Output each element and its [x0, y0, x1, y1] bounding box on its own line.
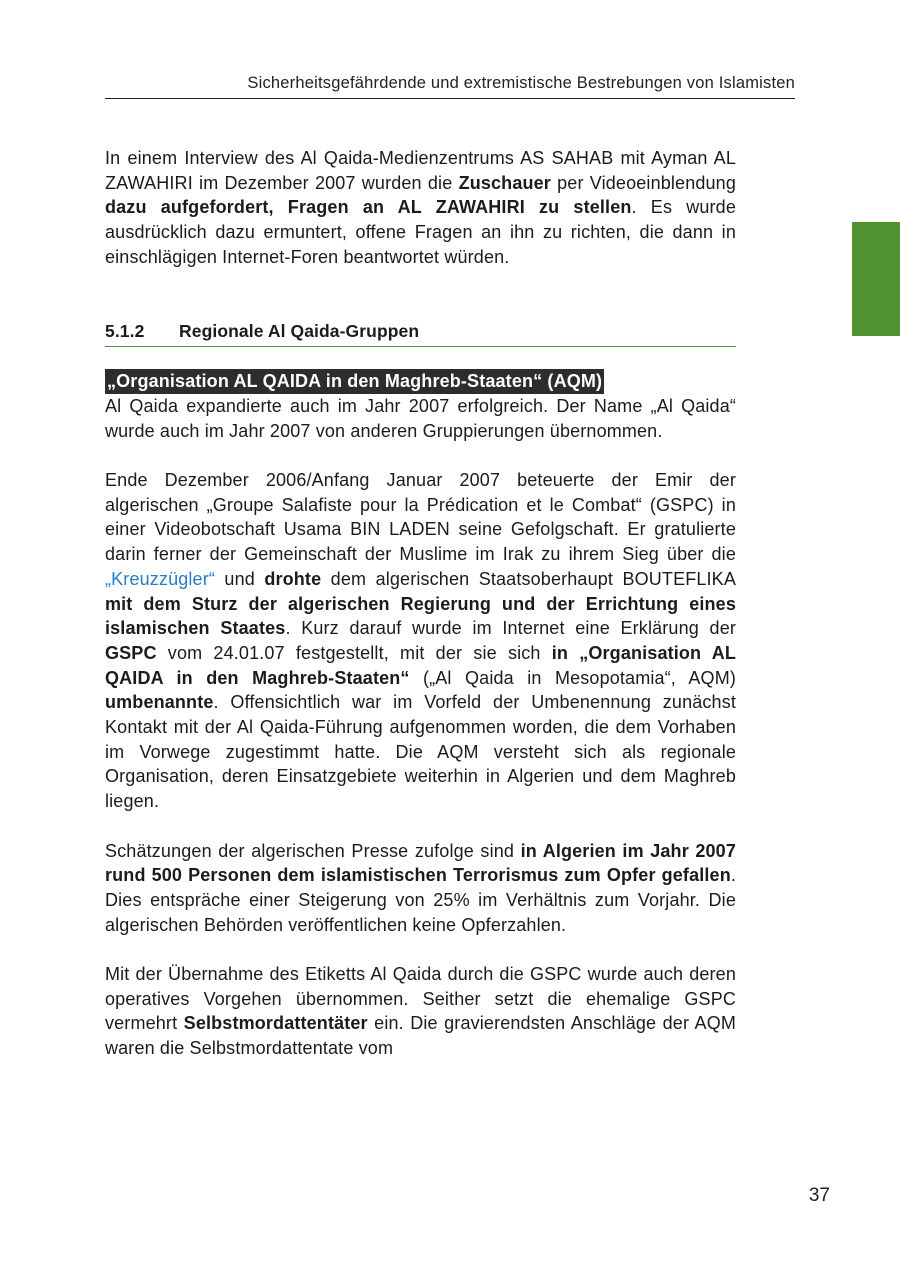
paragraph-suicide-attacks	[105, 962, 736, 1061]
section-title: Regionale Al Qaida-Gruppen	[179, 320, 420, 341]
bold-run: GSPC	[105, 642, 157, 663]
bold-run: in Algerien im Jahr 2007 rund 500 Personen dem islamistischen Terrorismus zum Opfer gefallen	[105, 840, 736, 886]
subheading-aqm: „Organisation AL QAIDA in den Maghreb-Staaten“ (AQM)	[105, 369, 604, 394]
bold-run: mit dem Sturz der algerischen Regierung und der Errichtung eines islamischen Staates	[105, 593, 736, 639]
bold-run: umbenannte	[105, 692, 214, 713]
text-run: („Al Qaida in Mesopotamia“, AQM)	[409, 667, 736, 688]
text-run: . Offensichtlich war im Vorfeld der Umbenennung zunächst Kontakt mit der Al Qaida-Führung aufgenommen worden, die dem Vorhaben im Vorwege zugestimmt hatte. Die AQM versteht sich als regionale Organisation, deren Einsatzgebiete weiterhin in Algerien und dem Maghreb liegen.	[105, 692, 736, 812]
page-body	[105, 146, 736, 1061]
paragraph-victims	[105, 839, 736, 938]
paragraph-expansion: Al Qaida expandierte auch im Jahr 2007 erfolgreich. Der Name „Al Qaida“ wurde auch im Jahr 2007 von anderen Gruppierungen übernommen.	[105, 395, 736, 441]
header-rule	[105, 98, 795, 99]
section-heading	[105, 319, 736, 348]
section-number: 5.1.2	[105, 320, 145, 341]
text-run: Mit der Übernahme des Etiketts Al Qaida durch die GSPC wurde auch deren operatives Vorgehen übernommen. Seither setzt die ehemalige GSPC vermehrt	[105, 964, 736, 1034]
text-run: dem algerischen Staatsoberhaupt BOUTEFLIKA	[321, 568, 736, 589]
paragraph-gspc	[105, 468, 736, 814]
kreuzzuegler-link[interactable]: „Kreuzzügler“	[105, 568, 215, 589]
text-run: ein. Die gravierendsten Anschläge der AQM waren die Selbstmordattentate vom	[105, 1013, 736, 1059]
text-run: . Dies entspräche einer Steigerung von 25% im Verhältnis zum Vorjahr. Die algerischen Behörden veröffentlichen keine Opferzahlen.	[105, 865, 736, 935]
chapter-tab-marker	[852, 222, 900, 336]
running-header: Sicherheitsgefährdende und extremistische Bestrebungen von Islamisten	[247, 74, 795, 92]
text-run: vom 24.01.07 festgestellt, mit der sie sich	[156, 642, 552, 663]
text-run: In einem Interview des Al Qaida-Medienzentrums AS SAHAB mit Ayman AL ZAWAHIRI im Dezember 2007 wurden die	[105, 148, 736, 193]
text-run: . Es wurde ausdrücklich dazu ermuntert, offene Fragen an ihn zu richten, die dann in einschlägigen Internet-Foren beantwortet würden.	[105, 197, 736, 267]
text-run: Schätzungen der algerischen Presse zufolge sind	[105, 840, 521, 861]
page-number: 37	[808, 1185, 830, 1206]
bold-run: drohte	[264, 568, 322, 589]
text-run: und	[215, 568, 265, 589]
text-run: . Kurz darauf wurde im Internet eine Erklärung der	[285, 618, 736, 639]
text-run: Ende Dezember 2006/Anfang Januar 2007 beteuerte der Emir der algerischen „Groupe Salafiste pour la Prédication et le Combat“ (GSPC) in einer Videobotschaft Usama BIN LADEN seine Gefolgschaft. Er gratulierte darin ferner der Gemeinschaft der Muslime im Irak zu ihrem Sieg über die	[105, 470, 736, 565]
bold-run: Zuschauer	[458, 172, 551, 193]
bold-run: dazu aufgefordert, Fragen an AL ZAWAHIRI zu stellen	[105, 197, 632, 218]
bold-run: in „Organisation AL QAIDA in den Maghreb-Staaten“	[105, 642, 736, 688]
paragraph-interview	[105, 146, 736, 270]
bold-run: Selbstmordattentäter	[183, 1013, 368, 1034]
text-run: per Videoeinblendung	[550, 172, 736, 193]
